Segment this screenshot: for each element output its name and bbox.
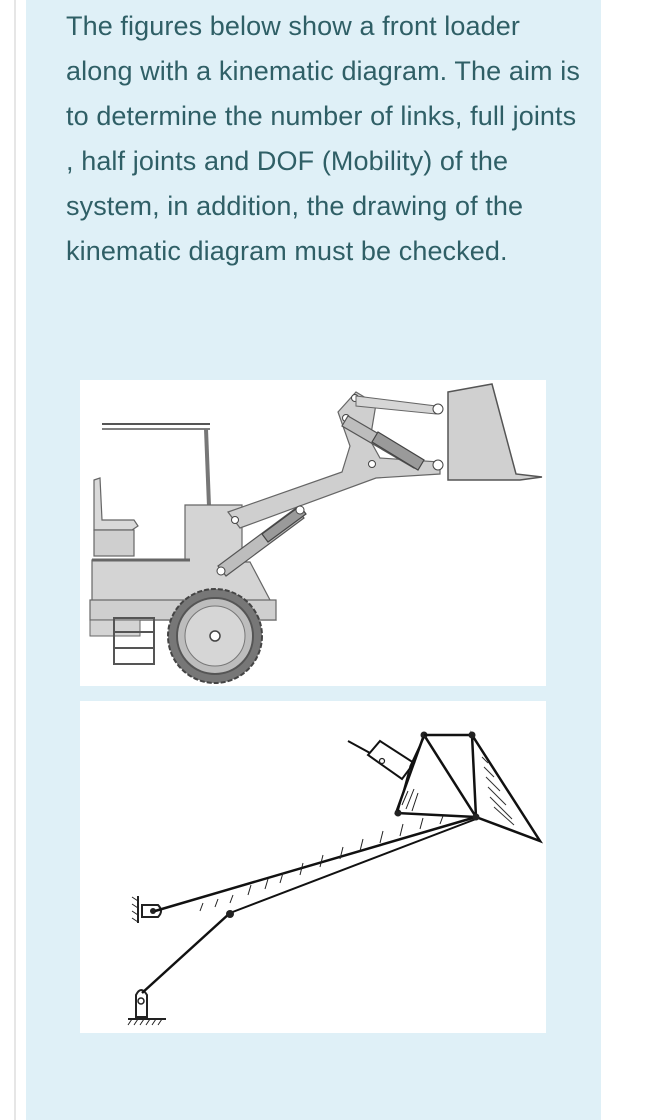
ground-pin-lower — [128, 990, 166, 1025]
front-loader-figure — [80, 380, 546, 686]
seat — [94, 478, 138, 556]
left-divider — [14, 0, 16, 1120]
canopy — [102, 424, 210, 506]
kinematic-diagram-figure — [80, 701, 546, 1033]
kinematic-boom — [155, 816, 476, 913]
question-text: The figures below show a front loader along with a kinematic diagram. The aim is to determine the number of links, full joints , half joints and DOF (Mobility) of the system, in addition, the drawing of the kinematic diagram must be checked. — [66, 11, 580, 266]
lift-link — [142, 910, 234, 993]
kinematic-cylinder — [348, 737, 424, 811]
bucket — [448, 384, 542, 480]
wheel — [168, 589, 262, 683]
kinematic-bucket — [469, 732, 541, 842]
